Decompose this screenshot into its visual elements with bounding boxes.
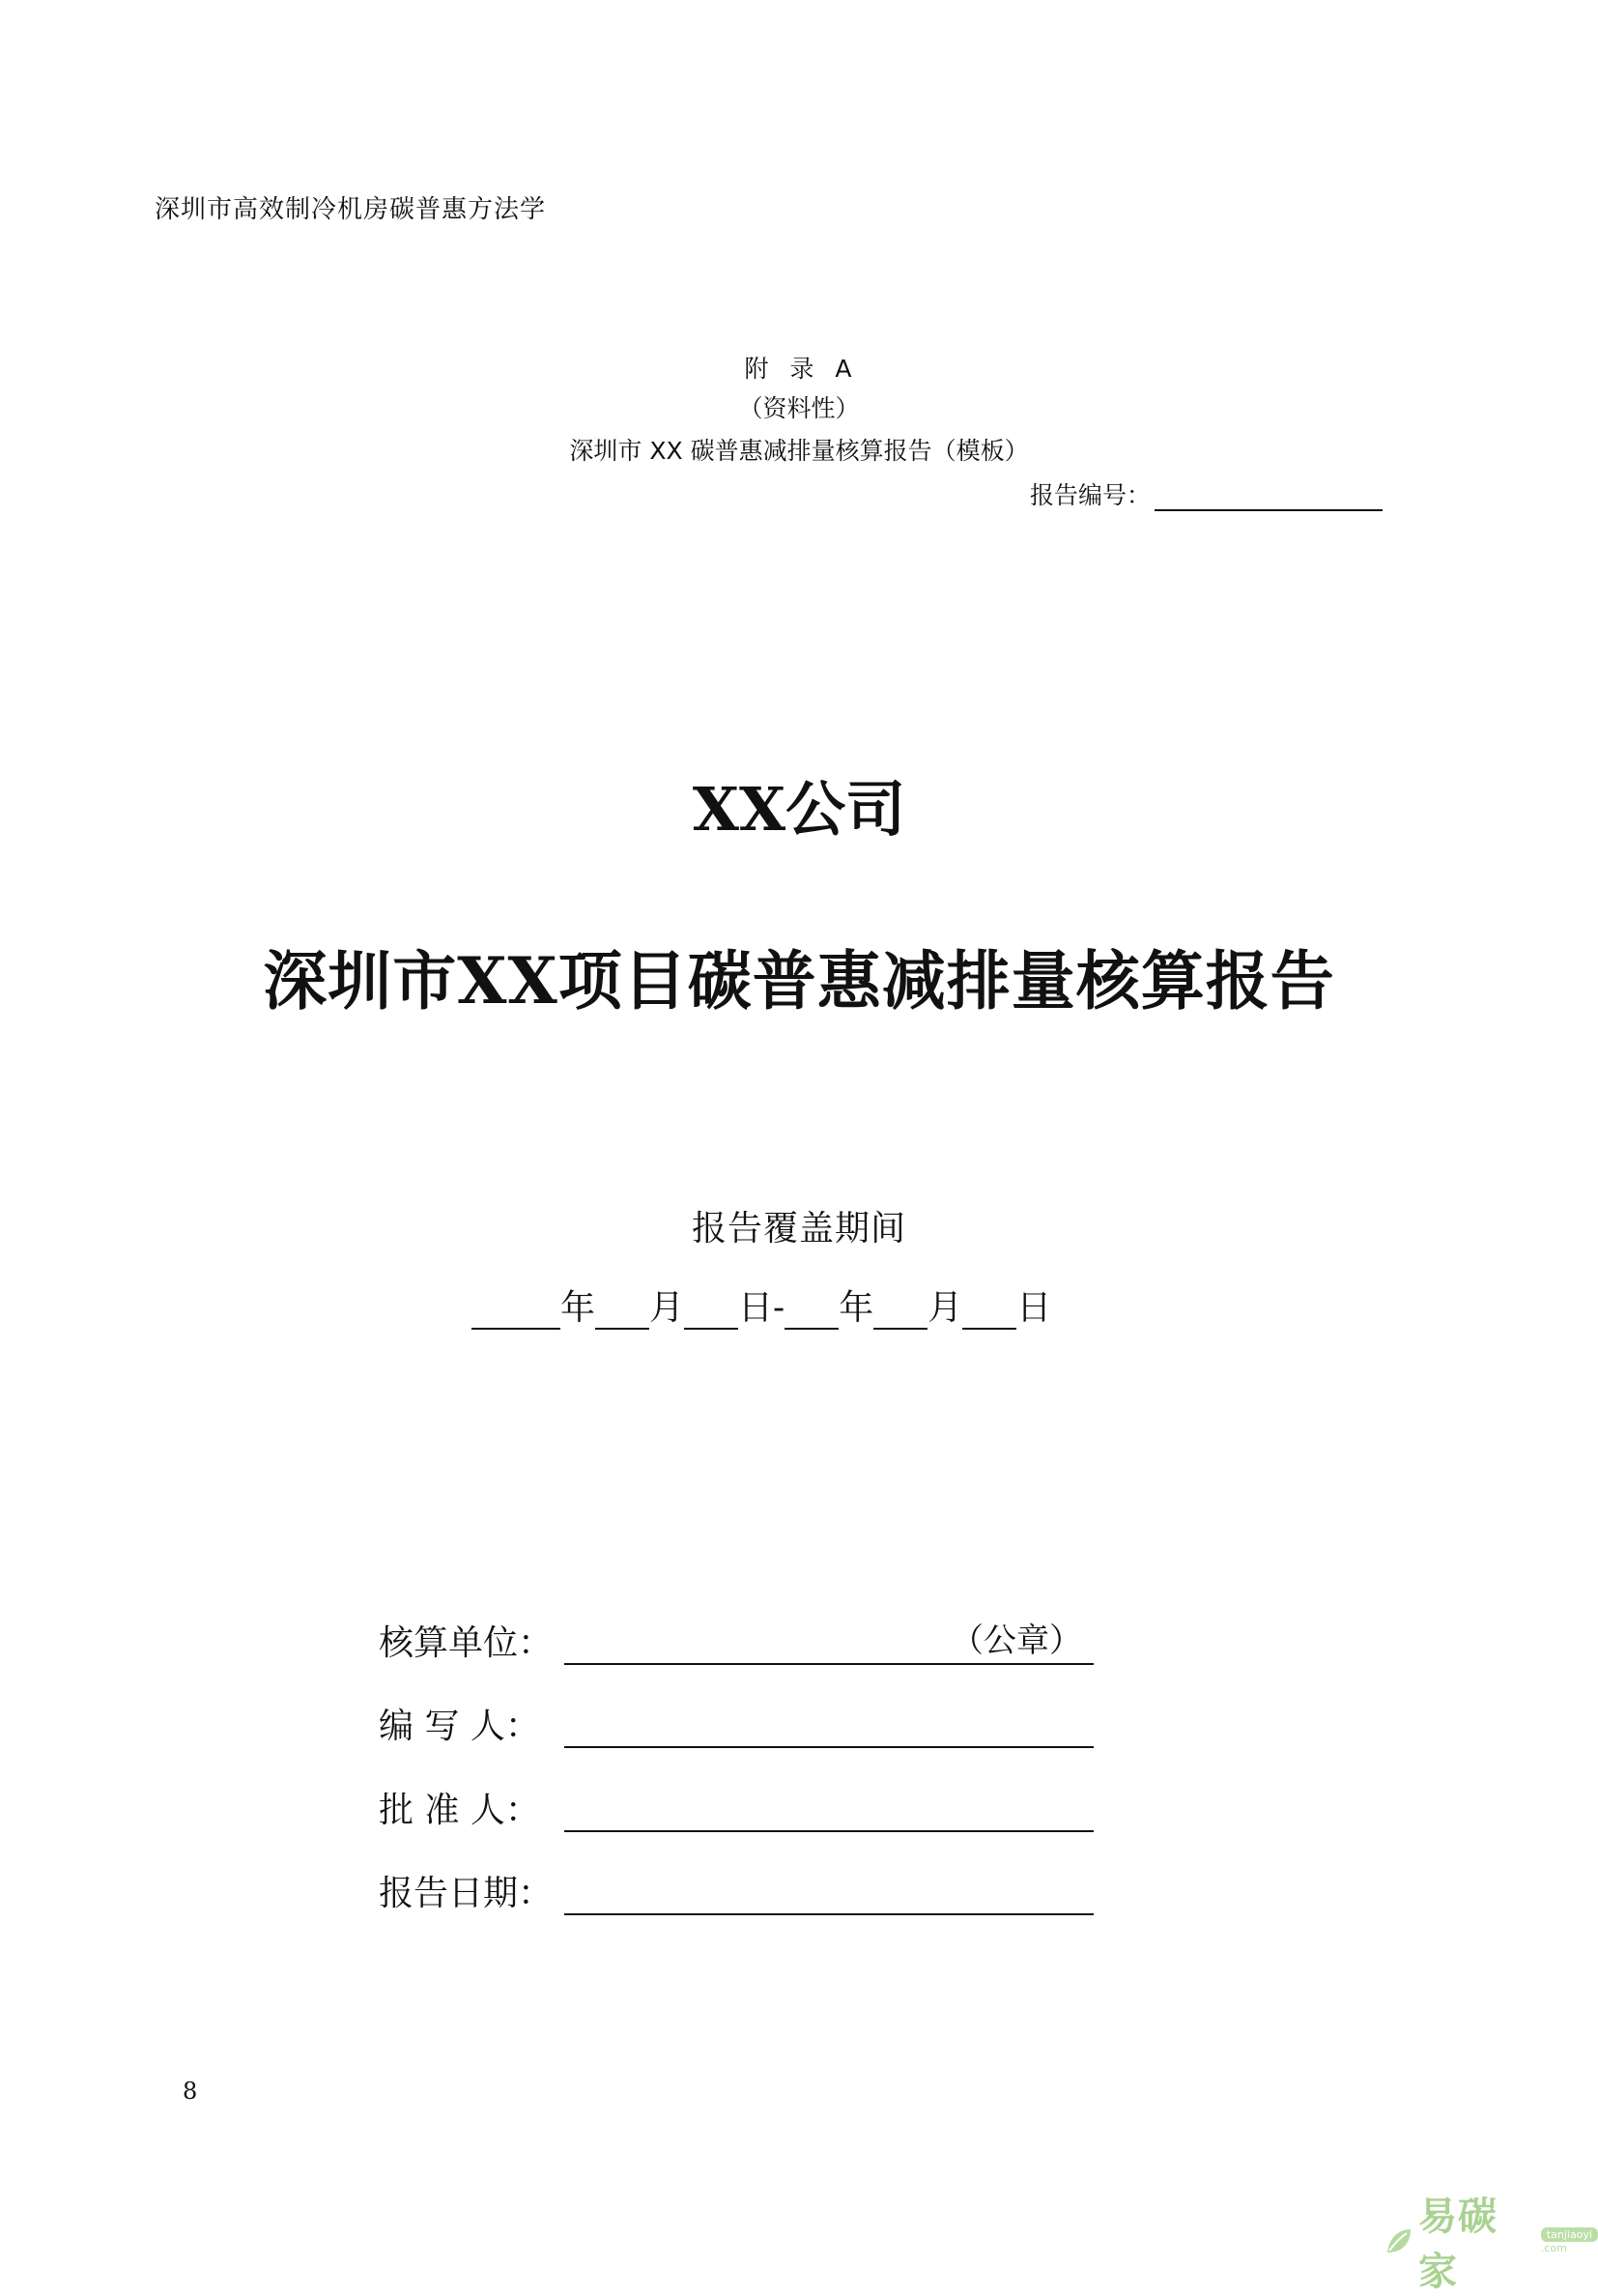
report-main-title: 深圳市XX项目碳普惠减排量核算报告 xyxy=(263,943,1335,1019)
start-month-blank xyxy=(595,1291,649,1330)
report-date-row xyxy=(379,1866,1094,1915)
report-date-blank xyxy=(564,1875,1094,1915)
report-number-field xyxy=(1030,476,1383,511)
seal-note: （公章） xyxy=(951,1622,1082,1660)
approver-label: 批 准 人： xyxy=(379,1791,540,1830)
watermark-logo xyxy=(1384,2186,1598,2296)
start-day-unit: 日- xyxy=(738,1288,785,1328)
approver-blank xyxy=(564,1792,1094,1832)
start-year-blank xyxy=(471,1291,560,1330)
end-month-unit: 月 xyxy=(927,1288,963,1328)
watermark-brand: 易碳家 xyxy=(1417,2195,1498,2294)
report-number-label: 报告编号： xyxy=(1030,481,1152,509)
start-year-unit: 年 xyxy=(560,1288,596,1328)
report-number-blank xyxy=(1155,484,1383,511)
appendix-nature: （资料性） xyxy=(738,394,860,422)
running-header: 深圳市高效制冷机房碳普惠方法学 xyxy=(155,195,547,224)
report-date-label: 报告日期： xyxy=(379,1874,554,1913)
end-day-blank xyxy=(962,1291,1016,1330)
approver-row xyxy=(379,1783,1094,1832)
watermark-domain-top: tanjiaoyi xyxy=(1541,2227,1598,2242)
end-day-unit: 日 xyxy=(1016,1288,1052,1328)
start-month-unit: 月 xyxy=(649,1288,685,1328)
company-title: XX公司 xyxy=(692,774,906,845)
accounting-unit-blank xyxy=(564,1624,1094,1665)
writer-label: 编 写 人： xyxy=(379,1707,540,1746)
start-day-blank xyxy=(684,1291,738,1330)
accounting-unit-label: 核算单位： xyxy=(379,1623,554,1663)
writer-row xyxy=(379,1699,1094,1748)
leaf-icon xyxy=(1384,2225,1414,2256)
appendix-title: 深圳市 XX 碳普惠减排量核算报告（模板） xyxy=(569,437,1029,465)
end-year-unit: 年 xyxy=(839,1288,874,1328)
end-month-blank xyxy=(873,1291,927,1330)
watermark-domain xyxy=(1541,2227,1598,2254)
appendix-label: 附 录 A xyxy=(744,355,854,383)
coverage-heading: 报告覆盖期间 xyxy=(691,1209,906,1248)
watermark-domain-bottom: .com xyxy=(1540,2242,1567,2254)
end-year-blank xyxy=(785,1291,839,1330)
accounting-unit-row xyxy=(379,1616,1094,1665)
page-number: 8 xyxy=(183,2078,198,2105)
writer-blank xyxy=(564,1708,1094,1748)
coverage-period xyxy=(471,1280,1051,1330)
